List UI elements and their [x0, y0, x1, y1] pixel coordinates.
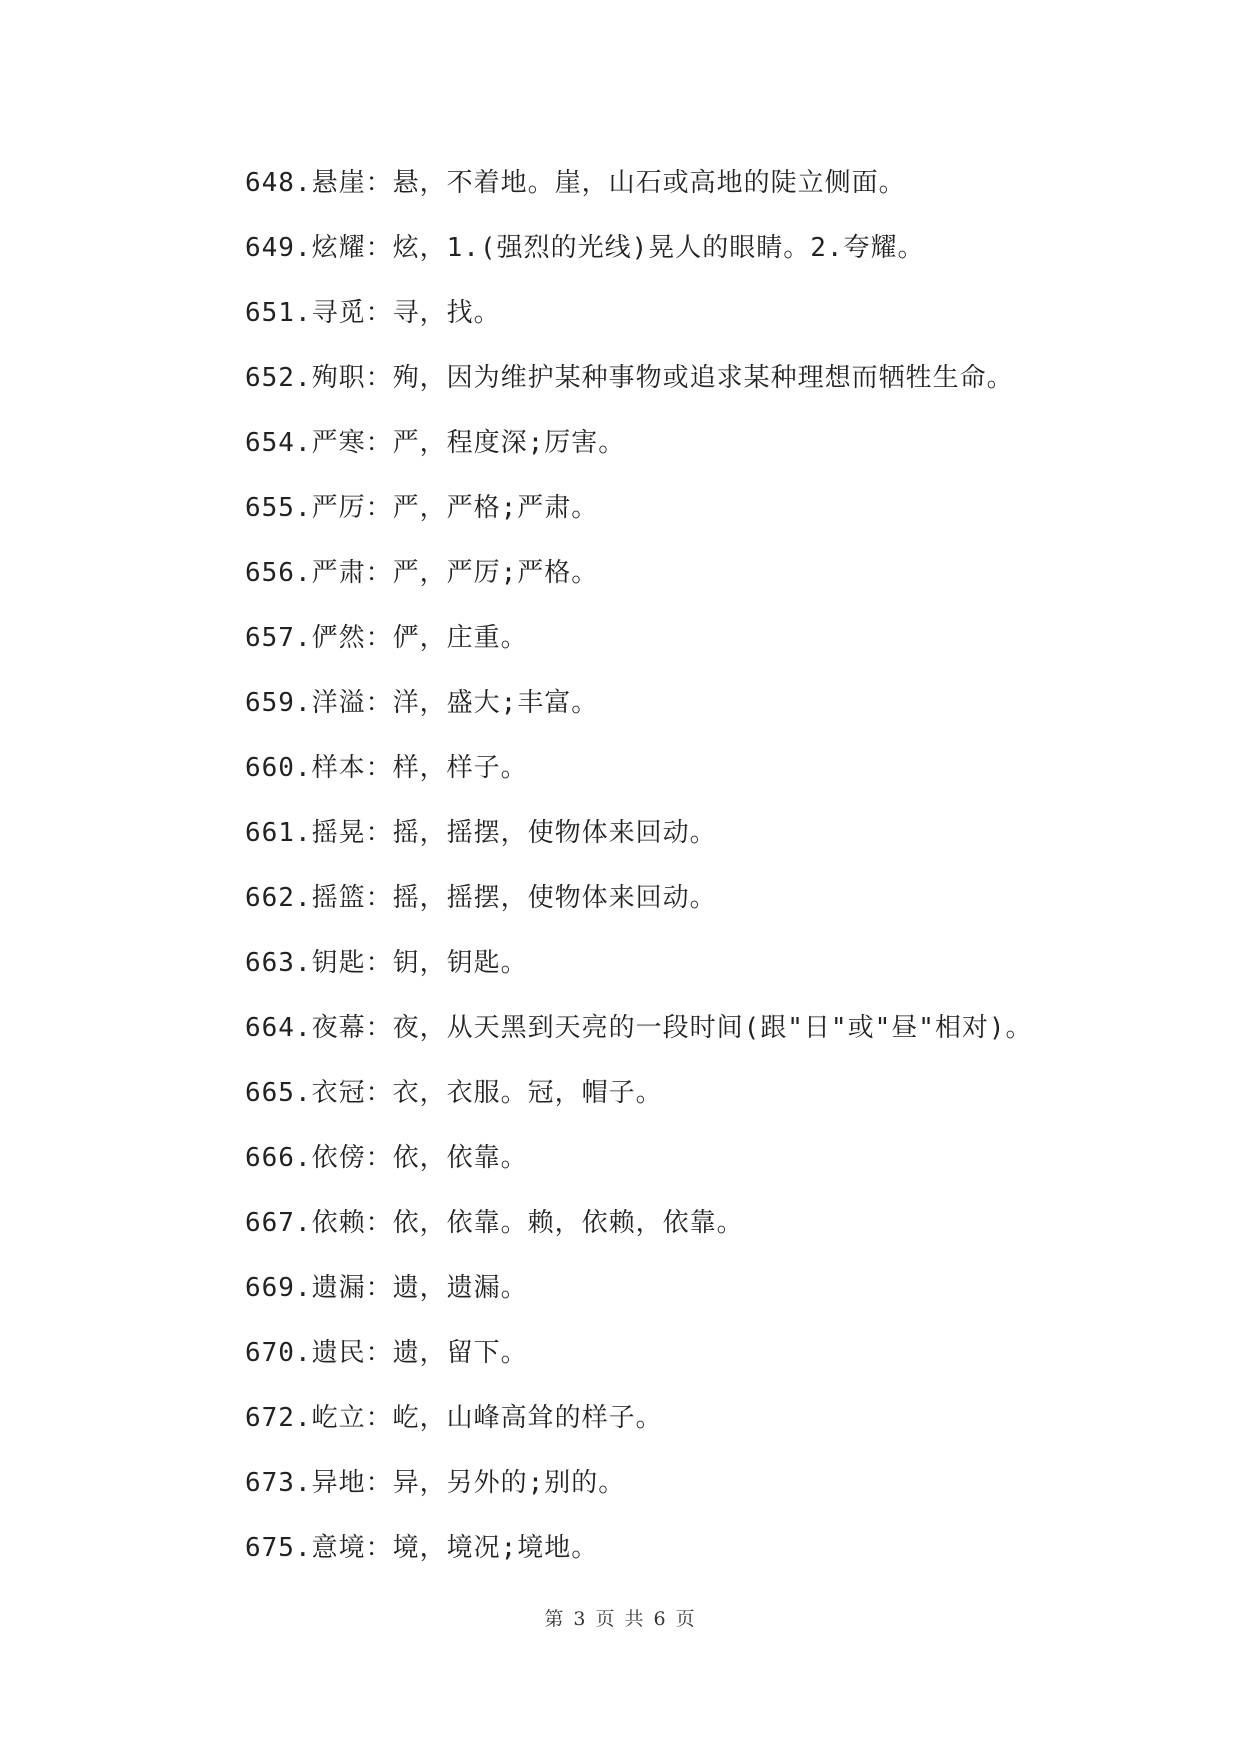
list-item: 661.摇晃：摇，摇摆，使物体来回动。	[245, 818, 717, 848]
list-item: 673.异地：异，另外的;别的。	[245, 1468, 626, 1498]
list-item: 670.遗民：遗，留下。	[245, 1338, 528, 1368]
list-item: 669.遗漏：遗，遗漏。	[245, 1273, 528, 1303]
list-item: 665.衣冠：衣，衣服。冠，帽子。	[245, 1078, 663, 1108]
list-item: 666.依傍：依，依靠。	[245, 1143, 528, 1173]
list-item: 656.严肃：严，严厉;严格。	[245, 558, 599, 588]
list-item: 672.屹立：屹，山峰高耸的样子。	[245, 1403, 663, 1433]
list-item: 663.钥匙：钥，钥匙。	[245, 948, 528, 978]
list-item: 657.俨然：俨，庄重。	[245, 623, 528, 653]
list-item: 655.严厉：严，严格;严肃。	[245, 493, 599, 523]
page-number: 第 3 页 共 6 页	[544, 1608, 697, 1630]
list-item: 664.夜幕：夜，从天黑到天亮的一段时间(跟"日"或"昼"相对)。	[245, 1013, 1033, 1043]
list-item: 675.意境：境，境况;境地。	[245, 1533, 599, 1563]
list-item: 649.炫耀：炫，1.(强烈的光线)晃人的眼睛。2.夸耀。	[245, 233, 925, 263]
list-item: 660.样本：样，样子。	[245, 753, 528, 783]
list-item: 659.洋溢：洋，盛大;丰富。	[245, 688, 599, 718]
list-item: 667.依赖：依，依靠。赖，依赖，依靠。	[245, 1208, 744, 1238]
list-item: 652.殉职：殉，因为维护某种事物或追求某种理想而牺牲生命。	[245, 363, 1014, 393]
list-item: 662.摇篮：摇，摇摆，使物体来回动。	[245, 883, 717, 913]
list-item: 654.严寒：严，程度深;厉害。	[245, 428, 626, 458]
entry-list	[245, 160, 1145, 1590]
list-item: 651.寻觅：寻，找。	[245, 298, 501, 328]
list-item: 648.悬崖：悬，不着地。崖，山石或高地的陡立侧面。	[245, 168, 906, 198]
